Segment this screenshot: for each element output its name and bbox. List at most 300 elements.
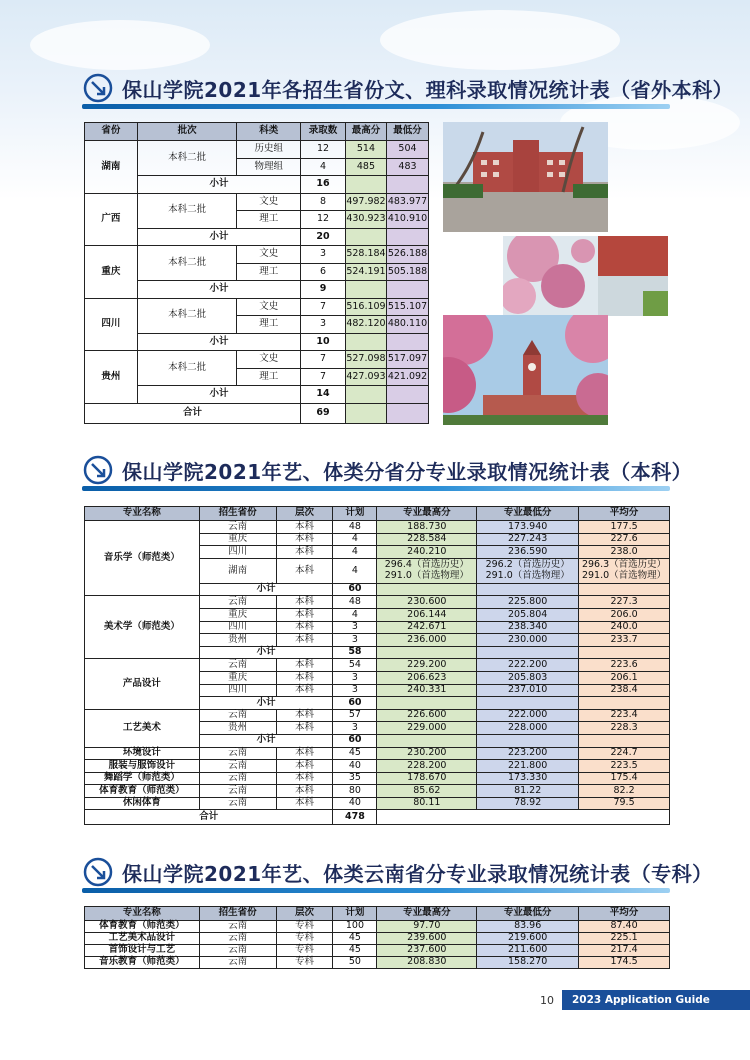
province-cell: 云南 [199, 709, 276, 722]
plan-cell: 45 [333, 933, 377, 945]
max-cell: 237.600 [377, 945, 477, 957]
max-cell: 206.623 [377, 671, 477, 684]
empty-cell [386, 281, 428, 299]
avg-cell: 227.3 [579, 596, 670, 609]
batch-cell: 本科二批 [137, 246, 237, 281]
campus-photo-clocktower [443, 315, 608, 425]
min-cell: 515.107 [386, 298, 428, 316]
province-cell: 贵州 [199, 634, 276, 647]
type-cell: 理工 [237, 368, 301, 386]
level-cell: 专科 [276, 933, 333, 945]
empty-cell [345, 281, 386, 299]
table-row [85, 709, 670, 722]
max-cell: 228.584 [377, 533, 477, 546]
avg-cell: 240.0 [579, 621, 670, 634]
count-cell: 7 [301, 368, 346, 386]
max-cell: 80.11 [377, 797, 477, 810]
min-cell: 78.92 [477, 797, 579, 810]
subtotal-value: 10 [301, 333, 346, 351]
province-cell: 重庆 [85, 246, 138, 299]
level-cell: 本科 [276, 659, 333, 672]
header-cell: 科类 [237, 123, 301, 141]
subtotal-value: 60 [333, 734, 377, 747]
campus-photo-blossoms [503, 236, 668, 316]
avg-cell: 87.40 [579, 921, 670, 933]
min-cell: 483 [386, 158, 428, 176]
header-cell: 省份 [85, 123, 138, 141]
province-cell: 重庆 [199, 608, 276, 621]
art-sports-undergrad-table [84, 506, 670, 825]
plan-cell: 50 [333, 957, 377, 969]
empty-cell [477, 646, 579, 659]
level-cell: 本科 [276, 558, 333, 583]
plan-cell: 4 [333, 533, 377, 546]
max-cell: 85.62 [377, 785, 477, 798]
max-history: 296.4（首选历史） [384, 559, 469, 571]
avg-cell: 223.4 [579, 709, 670, 722]
title-underline [82, 486, 670, 491]
empty-cell [345, 386, 386, 404]
total-value: 478 [333, 810, 377, 825]
table-row [85, 246, 429, 264]
plan-cell: 3 [333, 621, 377, 634]
plan-cell: 35 [333, 772, 377, 785]
min-cell: 225.800 [477, 596, 579, 609]
subtotal-value: 60 [333, 583, 377, 596]
max-cell: 497.982 [345, 193, 386, 211]
plan-cell: 54 [333, 659, 377, 672]
table-row [85, 596, 670, 609]
empty-cell [579, 646, 670, 659]
type-cell: 物理组 [237, 158, 301, 176]
header-cell: 专业最高分 [377, 507, 477, 521]
avg-cell: 174.5 [579, 957, 670, 969]
max-cell: 240.331 [377, 684, 477, 697]
min-cell: 410.910 [386, 211, 428, 229]
level-cell: 本科 [276, 546, 333, 559]
level-cell: 本科 [276, 709, 333, 722]
avg-physics: 291.0（首选物理） [581, 569, 667, 581]
header-cell: 最高分 [345, 123, 386, 141]
total-row [85, 810, 670, 825]
max-cell: 230.200 [377, 747, 477, 760]
count-cell: 7 [301, 298, 346, 316]
table-row [85, 659, 670, 672]
subtotal-label: 小计 [199, 734, 333, 747]
level-cell: 本科 [276, 621, 333, 634]
min-cell: 173.330 [477, 772, 579, 785]
min-cell: 211.600 [477, 945, 579, 957]
max-cell: 226.600 [377, 709, 477, 722]
arrow-circle-icon [82, 72, 114, 104]
max-cell: 97.70 [377, 921, 477, 933]
avg-cell: 223.6 [579, 659, 670, 672]
table-row [85, 933, 670, 945]
min-cell: 230.000 [477, 634, 579, 647]
empty-cell [579, 734, 670, 747]
plan-cell: 40 [333, 760, 377, 773]
plan-cell: 100 [333, 921, 377, 933]
min-cell: 228.000 [477, 722, 579, 735]
plan-cell: 3 [333, 722, 377, 735]
plan-cell: 48 [333, 596, 377, 609]
province-cell: 云南 [199, 772, 276, 785]
empty-cell [477, 734, 579, 747]
province-cell: 云南 [199, 957, 276, 969]
major-cell: 体育教育（师范类） [85, 921, 200, 933]
max-cell: 208.830 [377, 957, 477, 969]
province-cell: 四川 [199, 684, 276, 697]
count-cell: 3 [301, 246, 346, 264]
empty-cell [377, 697, 477, 710]
min-cell: 222.000 [477, 709, 579, 722]
plan-cell: 45 [333, 747, 377, 760]
major-cell: 休闲体育 [85, 797, 200, 810]
min-cell: 223.200 [477, 747, 579, 760]
min-history: 296.2（首选历史） [485, 559, 570, 571]
avg-cell: 177.5 [579, 521, 670, 534]
header-cell: 批次 [137, 123, 237, 141]
header-cell: 专业最低分 [477, 907, 579, 921]
plan-cell: 3 [333, 634, 377, 647]
plan-cell: 57 [333, 709, 377, 722]
province-cell: 云南 [199, 921, 276, 933]
batch-cell: 本科二批 [137, 351, 237, 386]
max-cell: 527.098 [345, 351, 386, 369]
province-cell: 云南 [199, 659, 276, 672]
max-physics: 291.0（首选物理） [384, 569, 469, 581]
empty-cell [386, 386, 428, 404]
count-cell: 7 [301, 351, 346, 369]
type-cell: 文史 [237, 298, 301, 316]
max-cell: 528.184 [345, 246, 386, 264]
province-cell: 云南 [199, 747, 276, 760]
avg-cell: 228.3 [579, 722, 670, 735]
min-cell: 173.940 [477, 521, 579, 534]
level-cell: 本科 [276, 684, 333, 697]
header-cell: 平均分 [579, 907, 670, 921]
avg-cell: 206.1 [579, 671, 670, 684]
empty-cell [477, 583, 579, 596]
header-cell: 专业名称 [85, 507, 200, 521]
max-cell: 516.109 [345, 298, 386, 316]
count-cell: 4 [301, 158, 346, 176]
min-cell: 227.243 [477, 533, 579, 546]
subtotal-label: 小计 [199, 583, 333, 596]
table-header-row [85, 907, 670, 921]
level-cell: 本科 [276, 671, 333, 684]
type-cell: 文史 [237, 246, 301, 264]
header-cell: 专业最低分 [477, 507, 579, 521]
level-cell: 本科 [276, 785, 333, 798]
empty-cell [377, 583, 477, 596]
province-cell: 云南 [199, 933, 276, 945]
campus-photo-building [443, 122, 608, 232]
header-cell: 录取数 [301, 123, 346, 141]
max-cell: 206.144 [377, 608, 477, 621]
plan-cell: 80 [333, 785, 377, 798]
header-cell: 招生省份 [199, 507, 276, 521]
type-cell: 理工 [237, 211, 301, 229]
major-cell: 体育教育（师范类） [85, 785, 200, 798]
title-underline [82, 888, 670, 893]
header-cell: 平均分 [579, 507, 670, 521]
subtotal-value: 58 [333, 646, 377, 659]
section-title-2 [82, 450, 692, 490]
max-cell: 188.730 [377, 521, 477, 534]
table-row [85, 141, 429, 159]
plan-cell: 3 [333, 684, 377, 697]
avg-cell: 206.0 [579, 608, 670, 621]
table-row [85, 921, 670, 933]
max-cell: 230.600 [377, 596, 477, 609]
level-cell: 本科 [276, 608, 333, 621]
min-cell: 421.092 [386, 368, 428, 386]
arrow-circle-icon [82, 454, 114, 486]
province-cell: 四川 [85, 298, 138, 351]
header-cell: 计划 [333, 507, 377, 521]
subtotal-label: 小计 [137, 176, 300, 194]
min-cell: 205.804 [477, 608, 579, 621]
province-cell: 四川 [199, 546, 276, 559]
plan-cell: 3 [333, 671, 377, 684]
province-cell: 云南 [199, 785, 276, 798]
subtotal-label: 小计 [199, 646, 333, 659]
major-cell: 服装与服饰设计 [85, 760, 200, 773]
max-cell: 240.210 [377, 546, 477, 559]
min-cell: 238.340 [477, 621, 579, 634]
province-cell: 重庆 [199, 671, 276, 684]
subtotal-label: 小计 [137, 281, 300, 299]
min-cell: 222.200 [477, 659, 579, 672]
avg-cell: 225.1 [579, 933, 670, 945]
type-cell: 理工 [237, 263, 301, 281]
header-cell: 专业名称 [85, 907, 200, 921]
level-cell: 本科 [276, 747, 333, 760]
subtotal-label: 小计 [137, 228, 300, 246]
province-cell: 云南 [199, 945, 276, 957]
count-cell: 12 [301, 211, 346, 229]
province-cell: 云南 [199, 521, 276, 534]
min-cell: 205.803 [477, 671, 579, 684]
table-row [85, 945, 670, 957]
min-cell: 483.977 [386, 193, 428, 211]
avg-cell: 223.5 [579, 760, 670, 773]
guide-label: 2023 Application Guide [562, 990, 750, 1010]
plan-cell: 45 [333, 945, 377, 957]
max-cell: 485 [345, 158, 386, 176]
empty-cell [386, 333, 428, 351]
empty-cell [377, 810, 670, 825]
min-cell: 83.96 [477, 921, 579, 933]
section-title-text: 保山学院2021年艺、体类云南省分专业录取情况统计表（专科） [122, 861, 713, 886]
level-cell: 本科 [276, 634, 333, 647]
avg-cell: 227.6 [579, 533, 670, 546]
max-cell: 482.120 [345, 316, 386, 334]
table-row [85, 760, 670, 773]
avg-cell: 238.0 [579, 546, 670, 559]
table-row [85, 521, 670, 534]
min-physics: 291.0（首选物理） [485, 569, 570, 581]
major-cell: 美术学（师范类） [85, 596, 200, 659]
section-title-text: 保山学院2021年各招生省份文、理科录取情况统计表（省外本科） [122, 77, 734, 102]
table-header-row [85, 507, 670, 521]
subtotal-value: 14 [301, 386, 346, 404]
empty-cell [386, 176, 428, 194]
empty-cell [477, 697, 579, 710]
subtotal-value: 60 [333, 697, 377, 710]
province-cell: 湖南 [199, 558, 276, 583]
batch-cell: 本科二批 [137, 298, 237, 333]
province-cell: 广西 [85, 193, 138, 246]
empty-cell [377, 734, 477, 747]
subtotal-value: 20 [301, 228, 346, 246]
table-row [85, 797, 670, 810]
min-cell: 517.097 [386, 351, 428, 369]
subtotal-value: 16 [301, 176, 346, 194]
min-cell: 81.22 [477, 785, 579, 798]
header-cell: 专业最高分 [377, 907, 477, 921]
min-cell: 505.188 [386, 263, 428, 281]
table-row [85, 785, 670, 798]
max-cell: 242.671 [377, 621, 477, 634]
max-cell: 427.093 [345, 368, 386, 386]
table-header-row [85, 123, 429, 141]
type-cell: 历史组 [237, 141, 301, 159]
max-cell: 514 [345, 141, 386, 159]
level-cell: 专科 [276, 945, 333, 957]
province-cell: 重庆 [199, 533, 276, 546]
arrow-circle-icon [82, 856, 114, 888]
batch-cell: 本科二批 [137, 141, 237, 176]
section-title-3 [82, 852, 713, 892]
level-cell: 本科 [276, 521, 333, 534]
max-cell: 228.200 [377, 760, 477, 773]
table-row [85, 957, 670, 969]
total-value: 69 [301, 403, 346, 423]
level-cell: 本科 [276, 596, 333, 609]
min-cell [477, 558, 579, 583]
max-cell: 524.191 [345, 263, 386, 281]
avg-cell: 238.4 [579, 684, 670, 697]
subtotal-value: 9 [301, 281, 346, 299]
province-cell: 云南 [199, 596, 276, 609]
empty-cell [345, 333, 386, 351]
min-cell: 221.800 [477, 760, 579, 773]
plan-cell: 40 [333, 797, 377, 810]
min-cell: 219.600 [477, 933, 579, 945]
major-cell: 环境设计 [85, 747, 200, 760]
province-cell: 湖南 [85, 141, 138, 194]
level-cell: 专科 [276, 921, 333, 933]
empty-cell [377, 646, 477, 659]
min-cell: 158.270 [477, 957, 579, 969]
type-cell: 文史 [237, 193, 301, 211]
major-cell: 工艺美术品设计 [85, 933, 200, 945]
plan-cell: 4 [333, 558, 377, 583]
max-cell: 229.200 [377, 659, 477, 672]
subtotal-label: 小计 [199, 697, 333, 710]
level-cell: 本科 [276, 760, 333, 773]
page-footer [540, 990, 750, 1010]
header-cell: 层次 [276, 907, 333, 921]
empty-cell [386, 403, 428, 423]
type-cell: 文史 [237, 351, 301, 369]
min-cell: 526.188 [386, 246, 428, 264]
empty-cell [579, 697, 670, 710]
type-cell: 理工 [237, 316, 301, 334]
header-cell: 层次 [276, 507, 333, 521]
avg-cell: 175.4 [579, 772, 670, 785]
batch-cell: 本科二批 [137, 193, 237, 228]
plan-cell: 48 [333, 521, 377, 534]
table-row [85, 772, 670, 785]
level-cell: 本科 [276, 722, 333, 735]
table-row [85, 351, 429, 369]
max-cell: 229.000 [377, 722, 477, 735]
avg-cell: 233.7 [579, 634, 670, 647]
province-cell: 贵州 [199, 722, 276, 735]
plan-cell: 4 [333, 608, 377, 621]
province-cell: 云南 [199, 797, 276, 810]
art-sports-college-table [84, 906, 670, 969]
avg-history: 296.3（首选历史） [581, 559, 667, 571]
empty-cell [345, 176, 386, 194]
min-cell: 480.110 [386, 316, 428, 334]
total-label: 合计 [85, 403, 301, 423]
max-cell: 178.670 [377, 772, 477, 785]
subtotal-label: 小计 [137, 386, 300, 404]
title-underline [82, 104, 670, 109]
max-cell: 236.000 [377, 634, 477, 647]
cloud-decoration [380, 10, 620, 70]
avg-cell: 224.7 [579, 747, 670, 760]
avg-cell: 79.5 [579, 797, 670, 810]
min-cell: 237.010 [477, 684, 579, 697]
table-row [85, 747, 670, 760]
count-cell: 12 [301, 141, 346, 159]
count-cell: 6 [301, 263, 346, 281]
level-cell: 专科 [276, 957, 333, 969]
major-cell: 产品设计 [85, 659, 200, 709]
plan-cell: 4 [333, 546, 377, 559]
avg-cell: 82.2 [579, 785, 670, 798]
count-cell: 3 [301, 316, 346, 334]
avg-cell [579, 558, 670, 583]
province-cell: 贵州 [85, 351, 138, 404]
max-cell: 430.923 [345, 211, 386, 229]
section-title-1 [82, 68, 733, 108]
total-label: 合计 [85, 810, 333, 825]
table-row [85, 193, 429, 211]
avg-cell: 217.4 [579, 945, 670, 957]
level-cell: 本科 [276, 772, 333, 785]
empty-cell [386, 228, 428, 246]
major-cell: 舞蹈学（师范类） [85, 772, 200, 785]
min-cell: 504 [386, 141, 428, 159]
count-cell: 8 [301, 193, 346, 211]
province-cell: 四川 [199, 621, 276, 634]
header-cell: 招生省份 [199, 907, 276, 921]
province-admission-table [84, 122, 429, 424]
major-cell: 音乐学（师范类） [85, 521, 200, 596]
major-cell: 首饰设计与工艺 [85, 945, 200, 957]
empty-cell [345, 228, 386, 246]
level-cell: 本科 [276, 533, 333, 546]
cloud-decoration [30, 20, 210, 70]
level-cell: 本科 [276, 797, 333, 810]
header-cell: 计划 [333, 907, 377, 921]
